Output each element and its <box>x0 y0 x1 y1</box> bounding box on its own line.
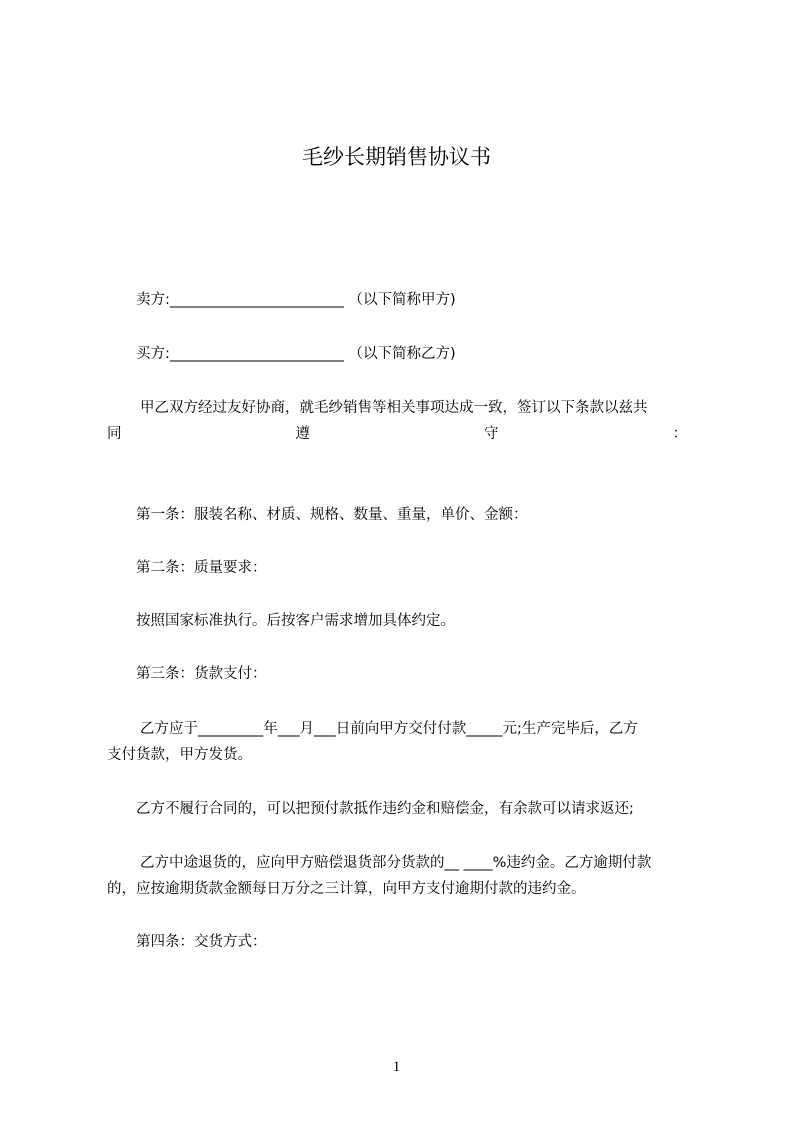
return-paragraph <box>107 850 700 902</box>
seller-line: 卖方:________________________ （以下简称甲方) <box>136 292 456 308</box>
intro-char: 守 <box>484 426 499 442</box>
return-line-1: 乙方中途退货的，应向甲方赔偿退货部分货款的__ ____%违约金。乙方逾期付款 <box>140 855 652 871</box>
article-1-heading: 第一条：服装名称、材质、规格、数量、重量，单价、金额： <box>136 507 528 523</box>
article-2-body: 按照国家标准执行。后按客户需求增加具体约定。 <box>136 613 455 629</box>
article-4-heading: 第四条：交货方式： <box>136 934 267 950</box>
intro-char: 同 <box>107 426 122 442</box>
page-number: 1 <box>392 1059 401 1075</box>
intro-char: 遵 <box>295 426 310 442</box>
payment-line-2: 支付货款，甲方发货。 <box>107 747 252 763</box>
intro-line-1: 甲乙双方经过友好协商，就毛纱销售等相关事项达成一致，签订以下条款以兹共 <box>140 400 648 416</box>
article-2-heading: 第二条：质量要求： <box>136 560 267 576</box>
intro-line-2 <box>107 421 687 447</box>
document-title: 毛纱长期销售协议书 <box>302 145 491 169</box>
return-line-2: 的，应按逾期货款金额每日万分之三计算，向甲方支付逾期付款的违约金。 <box>107 881 586 897</box>
payment-line-1: 乙方应于_________年___月___日前向甲方交付付款_____元;生产完毕后，乙方 <box>140 721 638 737</box>
intro-paragraph <box>107 395 700 447</box>
breach-paragraph: 乙方不履行合同的，可以把预付款抵作违约金和赔偿金，有余款可以请求返还; <box>136 801 634 817</box>
payment-paragraph <box>107 716 700 768</box>
intro-char: ： <box>672 426 687 442</box>
buyer-line: 买方:________________________ （以下简称乙方) <box>136 346 456 362</box>
article-3-heading: 第三条：货款支付： <box>136 666 267 682</box>
